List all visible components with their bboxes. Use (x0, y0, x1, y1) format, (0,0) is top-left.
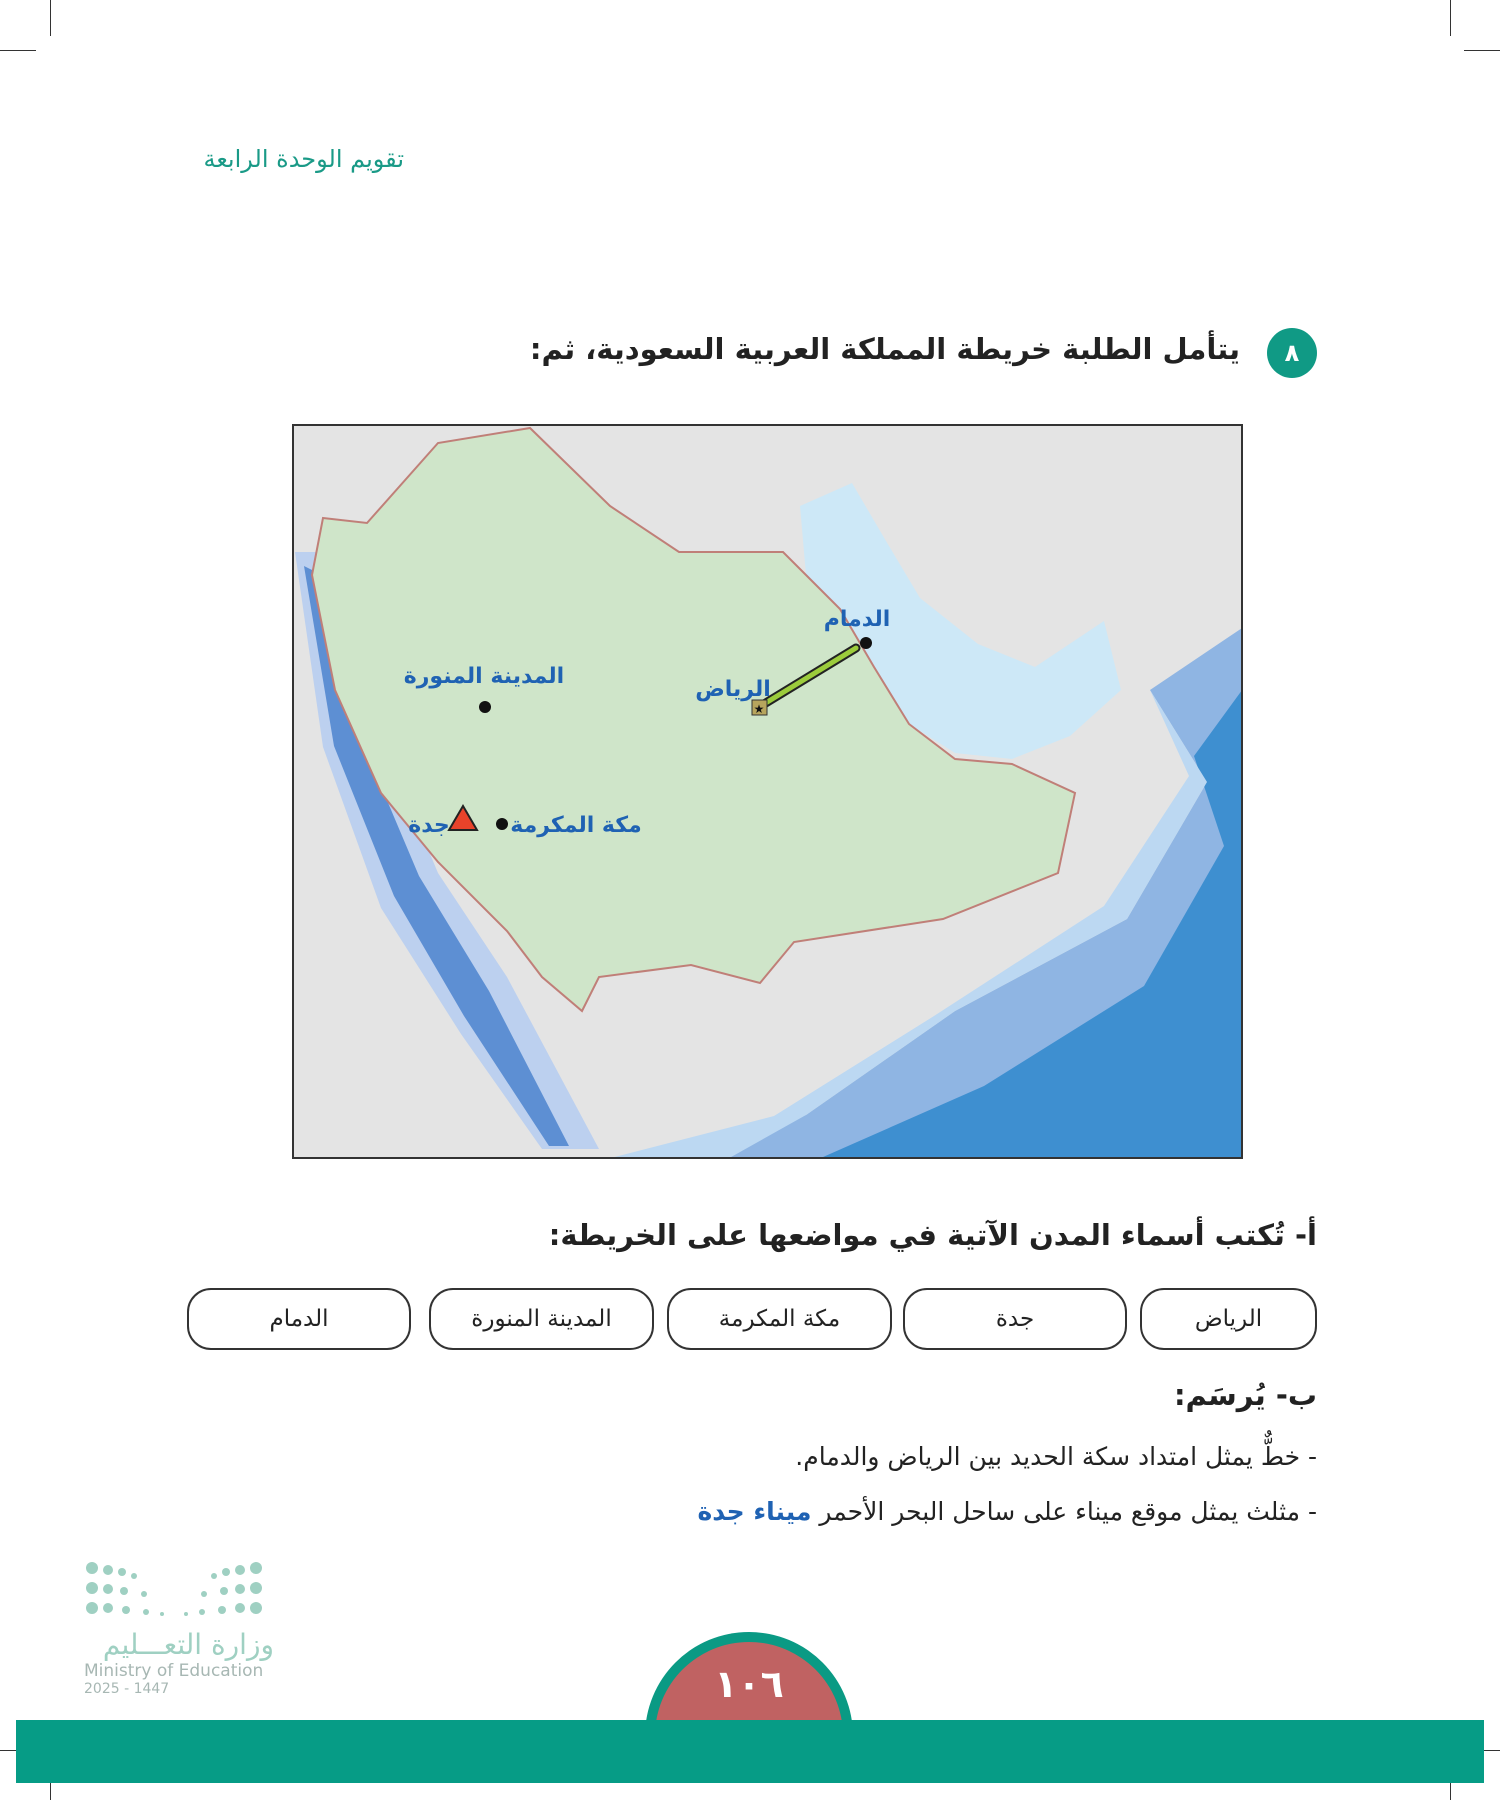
crop-mark (0, 50, 36, 51)
makkah-dot (496, 818, 508, 830)
city-pill-madinah: المدينة المنورة (429, 1288, 654, 1350)
question-number-badge: ٨ (1267, 328, 1317, 378)
logo-dots-icon (84, 1560, 264, 1620)
instruction-port-text: - مثلث يمثل موقع ميناء على ساحل البحر الأحمر (819, 1497, 1317, 1526)
crop-mark (50, 0, 51, 36)
logo-english-text: Ministry of Education (84, 1661, 264, 1681)
riyadh-star-icon: ★ (753, 702, 765, 716)
instruction-railway: - خطٌّ يمثل امتداد سكة الحديد بين الرياض والدمام. (795, 1442, 1317, 1471)
label-jeddah: جدة (408, 813, 450, 838)
port-answer: ميناء جدة (697, 1497, 812, 1526)
part-b-title: ب- يُرسَم: (1173, 1378, 1317, 1412)
label-riyadh: الرياض (695, 677, 771, 702)
question-title: يتأمل الطلبة خريطة المملكة العربية السعودية، ثم: (529, 332, 1240, 366)
city-pill-jeddah: جدة (903, 1288, 1127, 1350)
label-dammam: الدمام (823, 607, 891, 632)
city-pill-makkah: مكة المكرمة (667, 1288, 892, 1350)
saudi-arabia-map (292, 424, 1243, 1159)
logo-year: 2025 - 1447 (84, 1681, 170, 1697)
city-pill-riyadh: الرياض (1140, 1288, 1317, 1350)
unit-header: تقويم الوحدة الرابعة (203, 145, 404, 173)
madinah-dot (479, 701, 491, 713)
city-pill-dammam: الدمام (187, 1288, 411, 1350)
dammam-dot (860, 637, 872, 649)
crop-mark (1450, 0, 1451, 36)
crop-mark (1464, 50, 1500, 51)
label-makkah: مكة المكرمة (510, 813, 642, 838)
label-madinah: المدينة المنورة (403, 664, 565, 689)
ministry-logo (84, 1560, 274, 1697)
page-number: ١٠٦ (655, 1642, 843, 1752)
instruction-port (697, 1497, 1317, 1526)
logo-arabic-text: وزارة التعـــليم (102, 1628, 274, 1661)
part-a-title: أ- تُكتب أسماء المدن الآتية في مواضعها على الخريطة: (548, 1218, 1317, 1252)
footer-bar (16, 1720, 1484, 1783)
